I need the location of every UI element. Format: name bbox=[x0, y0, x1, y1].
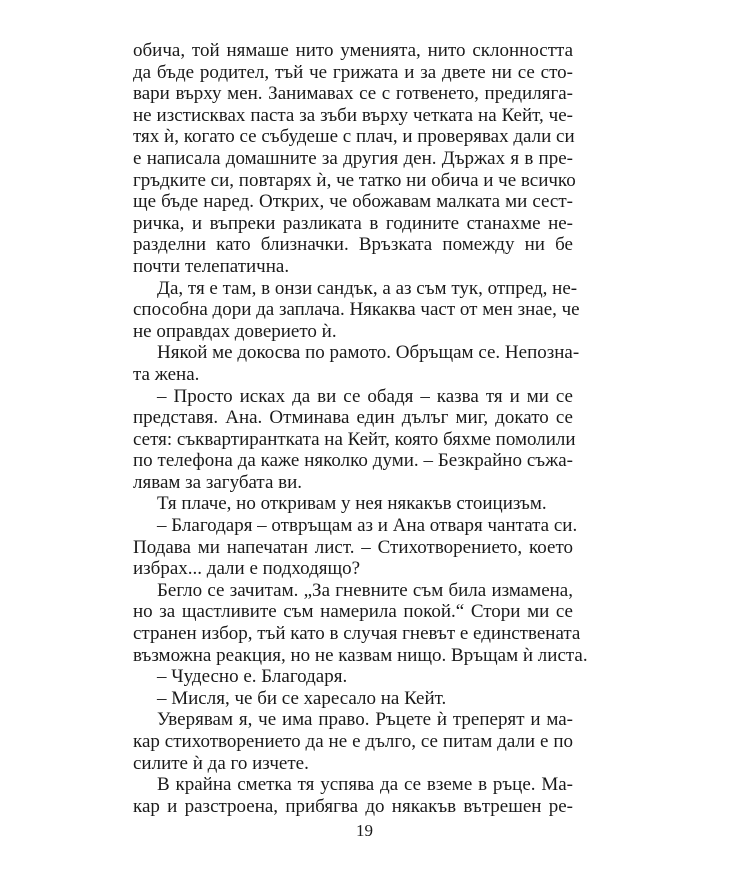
text-line: възможна реакция, но не казвам нищо. Връщам ѝ листа. bbox=[133, 644, 588, 666]
text-line: ще бъде наред. Открих, че обожавам малката ми сест- bbox=[133, 191, 573, 213]
text-line: – Благодаря – отвръщам аз и Ана отваря чантата си. bbox=[157, 515, 578, 537]
text-line: В крайна сметка тя успява да се вземе в ръце. Ма- bbox=[157, 774, 573, 796]
text-line: но за щастливите съм намерила покой.“ Стори ми се bbox=[133, 601, 573, 623]
text-line: Тя плаче, но откривам у нея някакъв стоицизъм. bbox=[157, 493, 547, 515]
text-line: не изстисквах паста за зъби върху четката на Кейт, че- bbox=[133, 104, 573, 126]
text-line: кар и разстроена, прибягва до някакъв вътрешен ре- bbox=[133, 795, 573, 817]
text-line: та жена. bbox=[133, 363, 200, 385]
text-line: разделни като близначки. Връзката помежду ни бе bbox=[133, 234, 573, 256]
text-line: по телефона да каже няколко думи. – Безкрайно съжа- bbox=[133, 450, 573, 472]
text-line: е написала домашните за другия ден. Държах я в пре- bbox=[133, 147, 573, 169]
text-line: Уверявам я, че има право. Ръцете ѝ треперят и ма- bbox=[157, 709, 573, 731]
text-line: представя. Ана. Отминава един дълъг миг, докато се bbox=[133, 407, 573, 429]
page-number: 19 bbox=[356, 821, 373, 840]
text-line: странен избор, тъй като в случая гневът е единствената bbox=[133, 623, 581, 645]
text-line: гръдките си, повтарях ѝ, че татко ни обича и че всичко bbox=[133, 169, 576, 191]
text-line: способна дори да заплача. Някаква част от мен знае, че bbox=[133, 299, 580, 321]
text-line: лявам за загубата ви. bbox=[133, 471, 303, 493]
text-line: не оправдах доверието ѝ. bbox=[133, 320, 337, 342]
text-line: почти телепатична. bbox=[133, 255, 290, 277]
text-line: кар стихотворението да не е дълго, се питам дали е по bbox=[133, 731, 573, 752]
text-line: ричка, и въпреки разликата в годините станахме не- bbox=[133, 212, 573, 234]
text-line: да бъде родител, тъй че грижата и за двете ни се сто- bbox=[133, 61, 573, 83]
text-line: Бегло се зачитам. „За гневните съм била измамена, bbox=[157, 579, 573, 601]
text-line: Да, тя е там, в онзи сандък, а аз съм тук, отпред, не- bbox=[157, 277, 578, 299]
text-line: тях ѝ, когато се събудеше с плач, и проверявах дали си bbox=[133, 126, 575, 148]
text-line: силите ѝ да го изчете. bbox=[133, 752, 309, 774]
text-line: избрах... дали е подходящо? bbox=[133, 558, 361, 580]
text-line: вари върху мен. Занимавах се с готвенето, предиляга- bbox=[133, 83, 573, 105]
text-line: – Просто исках да ви се обадя – казва тя и ми се bbox=[157, 385, 573, 407]
text-line: – Чудесно е. Благодаря. bbox=[157, 666, 348, 688]
page-body bbox=[133, 40, 588, 817]
text-line: обича, той нямаше нито уменията, нито склонността bbox=[133, 40, 573, 61]
text-line: сетя: съквартирантката на Кейт, която бяхме помолили bbox=[133, 428, 576, 450]
text-line: Някой ме докосва по рамото. Обръщам се. Непозна- bbox=[157, 342, 580, 364]
text-line: Подава ми напечатан лист. – Стихотворението, което bbox=[133, 536, 573, 558]
text-line: – Мисля, че би се харесало на Кейт. bbox=[157, 687, 447, 709]
